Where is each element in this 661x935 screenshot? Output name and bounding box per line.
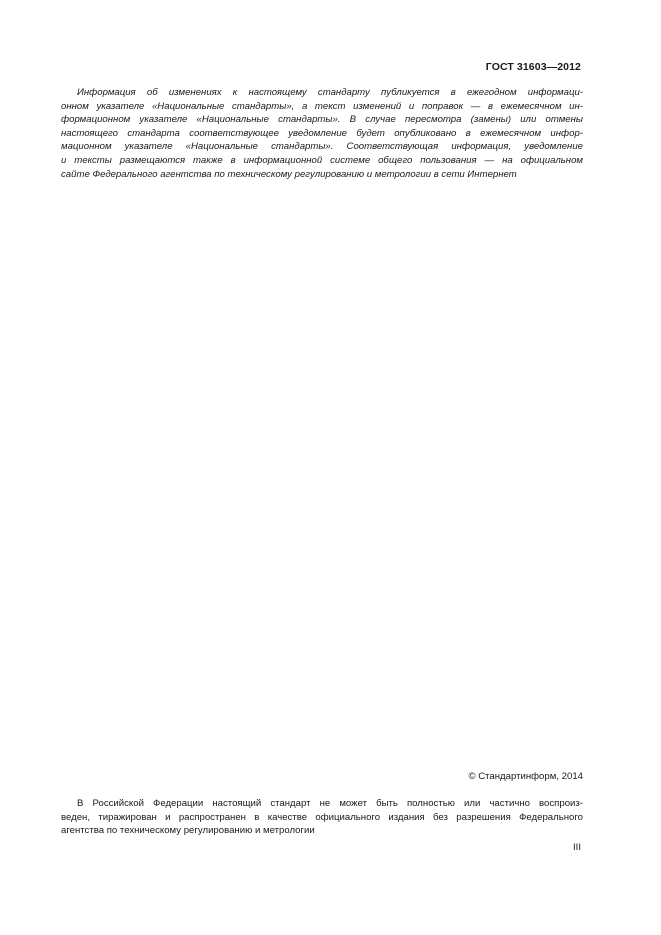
page-number: III — [573, 842, 581, 853]
info-paragraph — [61, 86, 583, 181]
reproduction-notice-paragraph — [61, 797, 583, 838]
info-line: и тексты размещаются также в информационной системе общего пользования — на официальном — [61, 154, 583, 166]
info-line: онном указателе «Национальные стандарты», а текст изменений и поправок — в ежемесячном ин- — [61, 100, 583, 112]
info-line: формационном указателе «Национальные стандарты». В случае пересмотра (замены) или отмены — [61, 114, 583, 126]
page-header-standard-code: ГОСТ 31603—2012 — [485, 61, 581, 73]
info-line: Информация об изменениях к настоящему стандарту публикуется в ежегодном информаци- — [77, 87, 583, 98]
info-line: сайте Федерального агентства по техническому регулированию и метрологии в сети Интернет — [61, 168, 517, 180]
notice-line: веден, тиражирован и распространен в качестве официального издания без разрешения Федерального — [61, 811, 583, 823]
notice-line: агентства по техническому регулированию и метрологии — [61, 825, 315, 837]
copyright-notice: © Стандартинформ, 2014 — [468, 771, 583, 782]
notice-line: В Российской Федерации настоящий стандарт не может быть полностью или частично воспроиз- — [77, 798, 583, 809]
info-line: мационном указателе «Национальные стандарты». Соответствующая информация, уведомление — [61, 141, 583, 153]
info-line: настоящего стандарта соответствующее уведомление будет опубликовано в ежемесячном инфор- — [61, 127, 583, 139]
